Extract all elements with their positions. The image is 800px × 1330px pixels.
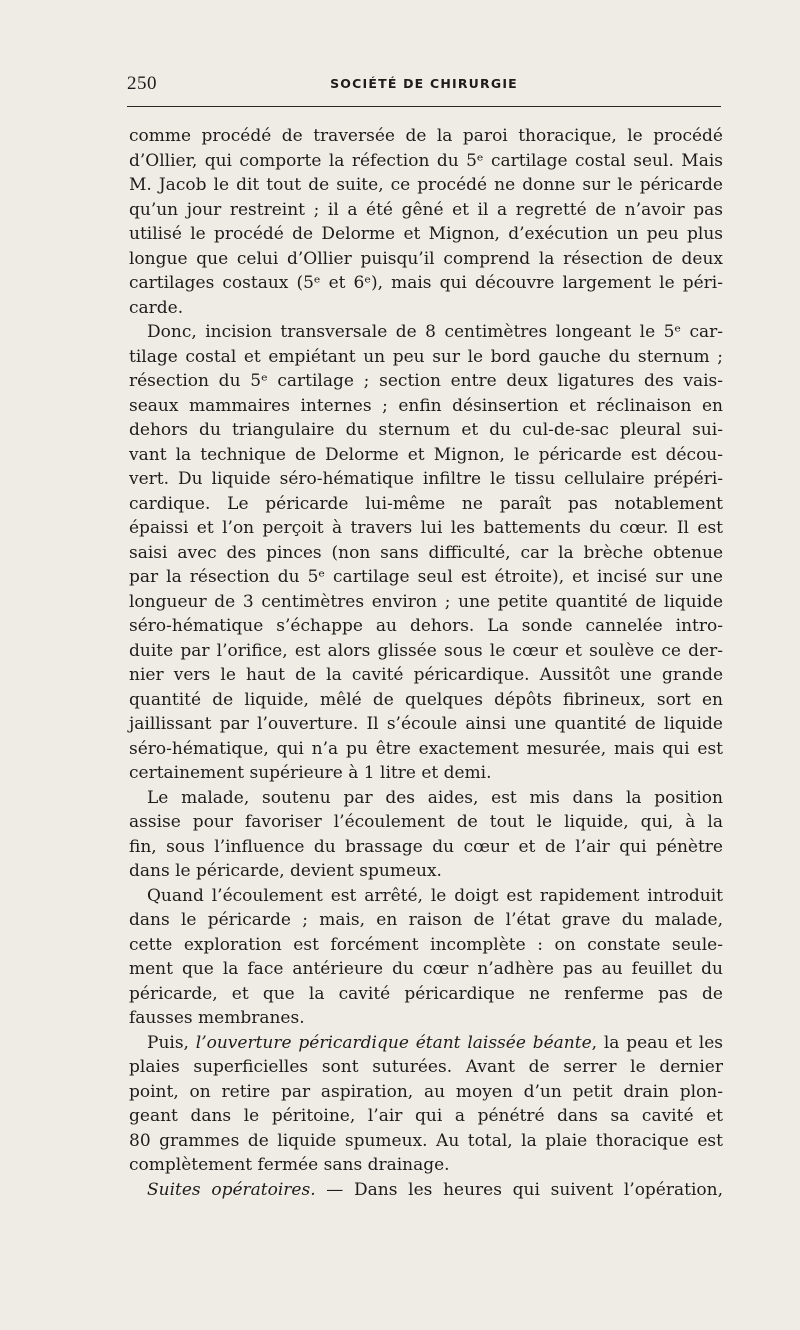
text-line: tilage costal et empiétant un peu sur le bord gauche du sternum ; bbox=[129, 346, 723, 367]
text-line: Le malade, soutenu par des aides, est mis dans la position bbox=[147, 787, 723, 808]
running-title: SOCIÉTÉ DE CHIRURGIE bbox=[330, 76, 518, 91]
text-line: point, on retire par aspiration, au moyen d’un petit drain plon- bbox=[129, 1081, 723, 1102]
text-line: comme procédé de traversée de la paroi thoracique, le procédé bbox=[129, 126, 723, 146]
text-line: nier vers le haut de la cavité péricardique. Aussitôt une grande bbox=[129, 665, 723, 685]
text-line: quantité de liquide, mêlé de quelques dépôts fibrineux, sort en bbox=[129, 689, 723, 710]
text-line: vert. Du liquide séro-hématique infiltre le tissu cellulaire prépéri- bbox=[129, 469, 723, 489]
text-line: vant la technique de Delorme et Mignon, le péricarde est décou- bbox=[129, 444, 723, 465]
text-line: séro-hématique s’échappe au dehors. La sonde cannelée intro- bbox=[129, 616, 723, 636]
text-line: fausses membranes. bbox=[129, 1008, 305, 1028]
puis-suffix: , la peau et les bbox=[591, 1032, 724, 1053]
body-text bbox=[129, 124, 723, 1202]
text-line: duite par l’orifice, est alors glissée sous le cœur et soulève ce der- bbox=[129, 640, 723, 661]
text-line: ment que la face antérieure du cœur n’adhère pas au feuillet du bbox=[129, 959, 723, 979]
page-number: 250 bbox=[127, 73, 157, 94]
text-line: cartilages costaux (5ᵉ et 6ᵉ), mais qui découvre largement le péri- bbox=[129, 273, 723, 293]
text-line: séro-hématique, qui n’a pu être exactement mesurée, mais qui est bbox=[129, 738, 723, 759]
page-header bbox=[127, 73, 721, 97]
text-line: cardique. Le péricarde lui-même ne paraît pas notablement bbox=[129, 493, 723, 514]
suites-italic: Suites opératoires. bbox=[147, 1179, 316, 1200]
text-line: plaies superficielles sont suturées. Avant de serrer le dernier bbox=[129, 1057, 723, 1077]
text-line: dans le péricarde, devient spumeux. bbox=[129, 861, 442, 881]
text-line: utilisé le procédé de Delorme et Mignon, d’exécution un peu plus bbox=[129, 224, 723, 244]
text-line: longueur de 3 centimètres environ ; une petite quantité de liquide bbox=[129, 591, 723, 612]
text-line: épaissi et l’on perçoit à travers lui les battements du cœur. Il est bbox=[129, 518, 723, 538]
text-line: cette exploration est forcément incomplète : on constate seule- bbox=[129, 934, 723, 955]
text-line: dans le péricarde ; mais, en raison de l’état grave du malade, bbox=[129, 910, 723, 930]
header-rule bbox=[127, 106, 721, 107]
text-line: saisi avec des pinces (non sans difficulté, car la brèche obtenue bbox=[129, 542, 723, 563]
puis-italic: l’ouverture péricardique étant laissée béante bbox=[195, 1032, 592, 1053]
text-line: fin, sous l’influence du brassage du cœur et de l’air qui pénètre bbox=[129, 836, 723, 857]
text-line: seaux mammaires internes ; enfin désinsertion et réclinaison en bbox=[129, 395, 723, 416]
text-line: Quand l’écoulement est arrêté, le doigt est rapidement introduit bbox=[147, 885, 723, 906]
suites-suffix: — Dans les heures qui suivent l’opération, bbox=[315, 1179, 723, 1200]
text-line: qu’un jour restreint ; il a été gêné et il a regretté de n’avoir pas bbox=[129, 199, 723, 220]
text-line: assise pour favoriser l’écoulement de tout le liquide, qui, à la bbox=[129, 812, 723, 832]
text-line: complètement fermée sans drainage. bbox=[129, 1155, 450, 1175]
text-line-puis bbox=[129, 1031, 723, 1056]
puis-prefix: Puis, bbox=[147, 1032, 196, 1053]
text-line: par la résection du 5ᵉ cartilage seul est étroite), et incisé sur une bbox=[129, 567, 723, 587]
text-line: d’Ollier, qui comporte la réfection du 5ᵉ cartilage costal seul. Mais bbox=[129, 150, 723, 171]
text-line: 80 grammes de liquide spumeux. Au total, la plaie thoracique est bbox=[129, 1130, 723, 1151]
text-line: jaillissant par l’ouverture. Il s’écoule ainsi une quantité de liquide bbox=[129, 714, 723, 734]
text-line: résection du 5ᵉ cartilage ; section entre deux ligatures des vais- bbox=[129, 371, 723, 391]
text-line: Donc, incision transversale de 8 centimètres longeant le 5ᵉ car- bbox=[147, 322, 723, 342]
text-line: M. Jacob le dit tout de suite, ce procédé ne donne sur le péricarde bbox=[129, 175, 723, 195]
text-line: geant dans le péritoine, l’air qui a pénétré dans sa cavité et bbox=[129, 1106, 723, 1126]
text-line: carde. bbox=[129, 297, 184, 318]
text-line-suites bbox=[129, 1178, 723, 1203]
text-line: péricarde, et que la cavité péricardique ne renferme pas de bbox=[129, 983, 723, 1004]
text-line: certainement supérieure à 1 litre et demi. bbox=[129, 763, 492, 783]
text-line: longue que celui d’Ollier puisqu’il comprend la résection de deux bbox=[129, 248, 723, 269]
text-line: dehors du triangulaire du sternum et du cul-de-sac pleural sui- bbox=[129, 420, 723, 440]
